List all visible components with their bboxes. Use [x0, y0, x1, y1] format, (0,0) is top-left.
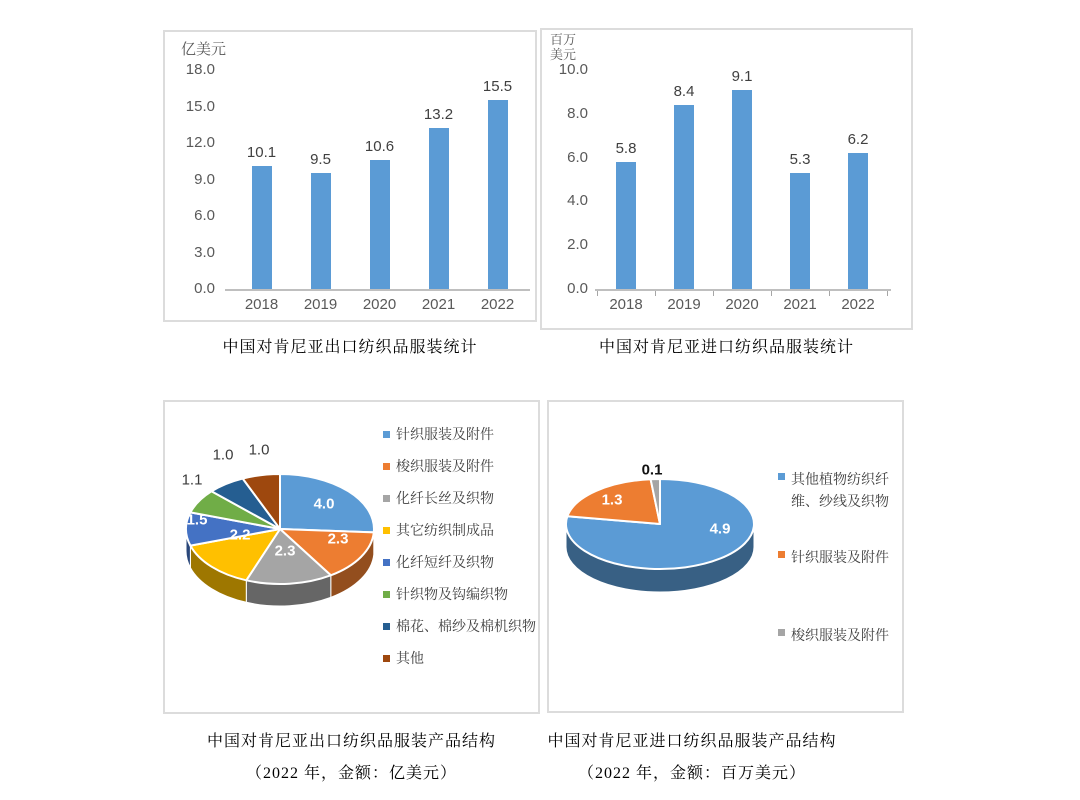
- pie-value-label: 1.5: [186, 511, 208, 529]
- x-axis-tick-mark: [829, 291, 830, 296]
- legend-color-marker: [383, 591, 390, 598]
- legend-color-marker: [383, 559, 390, 566]
- caption-line: （2022 年，金额：百万美元）: [577, 765, 806, 782]
- bar-2018: [252, 166, 272, 289]
- bar-value-label: 13.2: [423, 106, 454, 124]
- pie-value-label: 4.0: [313, 495, 335, 513]
- pie-value-label: 1.0: [212, 446, 234, 464]
- caption-line: （2022 年，金额：亿美元）: [245, 765, 457, 782]
- import-bar-caption: 中国对肯尼亚进口纺织品服装统计: [598, 339, 854, 356]
- y-axis-tick-label: 15.0: [185, 97, 215, 115]
- x-axis-tick-mark: [655, 291, 656, 296]
- y-axis-tick-label: 2.0: [567, 236, 588, 254]
- x-axis-category-label: 2019: [303, 296, 338, 313]
- unit-line: 美元: [550, 47, 577, 62]
- pie-value-label: 2.2: [229, 526, 251, 544]
- bar-2020: [732, 90, 752, 289]
- import-pie-chart-panel: [547, 400, 904, 713]
- import-pie-caption: [547, 726, 837, 790]
- legend-color-marker: [778, 551, 785, 558]
- y-axis-tick-label: 4.0: [567, 192, 588, 210]
- bar-2019: [311, 173, 331, 289]
- x-axis-category-label: 2021: [421, 296, 456, 313]
- export-bar-caption: 中国对肯尼亚出口纺织品服装统计: [222, 339, 478, 356]
- export-bar-chart-panel: [163, 30, 537, 322]
- y-axis-tick-label: 8.0: [567, 104, 588, 122]
- legend-item: [383, 554, 494, 571]
- bar-2022: [848, 153, 868, 289]
- legend-item: [778, 468, 895, 512]
- legend-label: 棉花、棉纱及棉机织物: [396, 618, 536, 634]
- legend-color-marker: [383, 495, 390, 502]
- x-axis-category-label: 2018: [244, 296, 279, 313]
- unit-line: 百万: [550, 32, 577, 47]
- x-axis-category-label: 2020: [362, 296, 397, 313]
- legend-item: [383, 458, 494, 475]
- bar-2020: [370, 160, 390, 289]
- bar-value-label: 9.1: [731, 67, 753, 85]
- import-bar-chart-panel: [540, 28, 913, 330]
- legend-color-marker: [383, 463, 390, 470]
- x-axis-line: [595, 289, 891, 291]
- legend-color-marker: [778, 473, 785, 480]
- bar-value-label: 6.2: [847, 131, 869, 149]
- legend-label: 针织服装及附件: [396, 426, 494, 442]
- y-axis-tick-label: 12.0: [185, 134, 215, 151]
- y-axis-tick-label: 3.0: [194, 243, 215, 261]
- bar-value-label: 5.8: [615, 139, 637, 157]
- x-axis-tick-mark: [713, 291, 714, 296]
- y-axis-unit-label: [550, 32, 576, 62]
- legend-label: 化纤长丝及织物: [396, 490, 494, 506]
- y-axis-tick-label: 10.0: [558, 61, 588, 78]
- y-axis-tick-label: 6.0: [194, 207, 215, 224]
- legend-item: [383, 618, 536, 635]
- x-axis-tick-mark: [597, 291, 598, 296]
- x-axis-category-label: 2020: [725, 296, 759, 313]
- legend-label: 针织物及钩编织物: [396, 586, 508, 602]
- x-axis-category-label: 2018: [609, 296, 643, 313]
- bar-2021: [790, 173, 810, 289]
- bar-value-label: 10.6: [364, 138, 395, 156]
- y-axis-tick-label: 0.0: [567, 280, 588, 297]
- y-axis-tick-label: 6.0: [567, 148, 588, 166]
- pie-value-label: 2.3: [327, 530, 349, 548]
- legend-item: [383, 522, 494, 539]
- caption-line: 中国对肯尼亚进口纺织品服装产品结构: [547, 733, 837, 750]
- legend-item: [383, 650, 424, 667]
- export-pie-chart-panel: [163, 400, 540, 714]
- x-axis-category-label: 2022: [841, 296, 875, 313]
- bar-value-label: 10.1: [246, 144, 277, 162]
- x-axis-line: [225, 289, 530, 291]
- x-axis-tick-mark: [887, 291, 888, 296]
- pie-value-label: 2.3: [274, 542, 296, 560]
- legend-color-marker: [383, 431, 390, 438]
- legend-item: [778, 624, 895, 646]
- legend-item: [778, 546, 895, 568]
- caption-line: 中国对肯尼亚出口纺织品服装产品结构: [206, 733, 496, 750]
- legend-color-marker: [383, 527, 390, 534]
- x-axis-tick-mark: [771, 291, 772, 296]
- x-axis-category-label: 2022: [480, 296, 515, 313]
- bar-value-label: 9.5: [310, 151, 331, 169]
- legend-label: 梭织服装及附件: [396, 458, 494, 474]
- legend-item: [383, 490, 494, 507]
- pie-value-label: 0.1: [641, 461, 663, 479]
- export-pie-caption: [163, 726, 540, 790]
- y-axis-tick-label: 18.0: [185, 61, 215, 78]
- y-axis-tick-label: 0.0: [194, 280, 215, 297]
- legend-color-marker: [383, 623, 390, 630]
- bar-value-label: 8.4: [673, 83, 695, 101]
- pie-value-label: 1.1: [181, 471, 203, 489]
- y-axis-unit-label: 亿美元: [181, 41, 227, 58]
- bar-value-label: 5.3: [789, 150, 811, 168]
- legend-color-marker: [778, 629, 785, 636]
- legend-label: 其它纺织制成品: [396, 522, 494, 538]
- pie-value-label: 1.0: [248, 441, 270, 459]
- legend-label: 其他: [396, 650, 424, 666]
- x-axis-category-label: 2019: [667, 296, 701, 313]
- legend-item: [383, 426, 494, 443]
- legend-label: 其他植物纺织纤维、纱线及织物: [791, 471, 889, 509]
- bar-value-label: 15.5: [482, 78, 513, 96]
- legend-item: [383, 586, 508, 603]
- legend-label: 化纤短纤及织物: [396, 554, 494, 570]
- bar-2021: [429, 128, 449, 289]
- bar-2019: [674, 105, 694, 289]
- x-axis-category-label: 2021: [783, 296, 817, 313]
- y-axis-tick-label: 9.0: [194, 170, 215, 188]
- bar-2018: [616, 162, 636, 289]
- legend-label: 针织服装及附件: [791, 549, 889, 565]
- pie-value-label: 4.9: [709, 520, 731, 538]
- pie-value-label: 1.3: [601, 491, 623, 509]
- bar-2022: [488, 100, 508, 289]
- legend-color-marker: [383, 655, 390, 662]
- legend-label: 梭织服装及附件: [791, 627, 889, 643]
